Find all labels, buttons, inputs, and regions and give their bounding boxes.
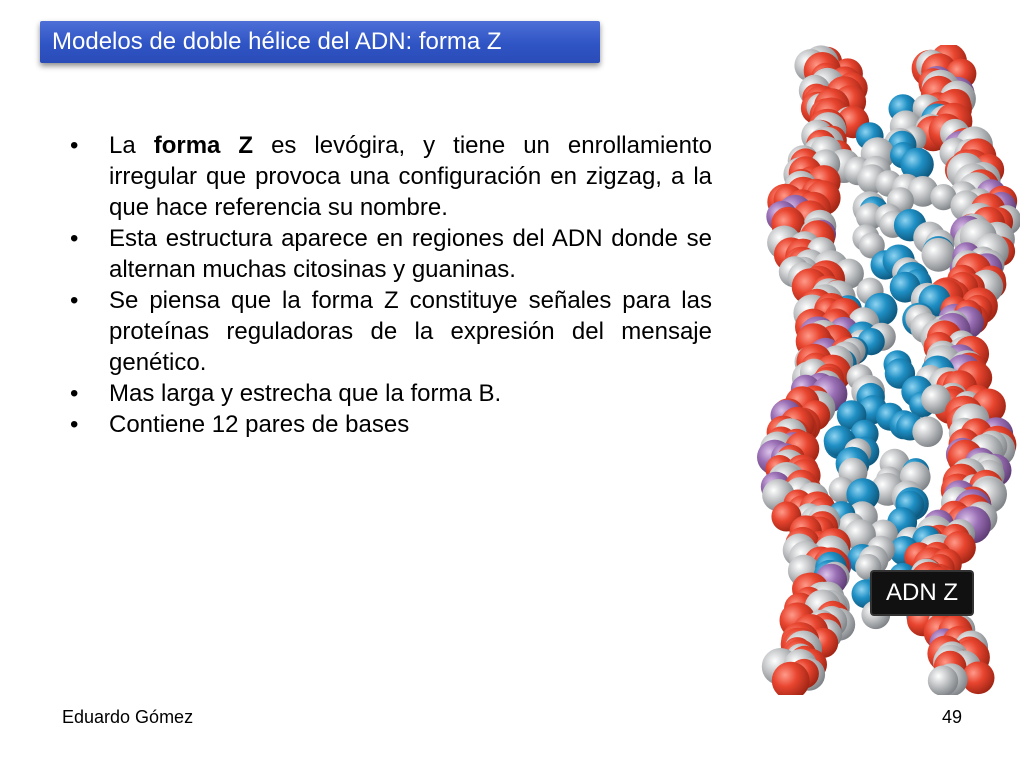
bullet-text: Mas larga y estrecha que la forma B. xyxy=(109,380,502,407)
carbon-atom xyxy=(912,416,943,447)
bullet-text-post: es levógira, y tiene un enrollamiento irregular que provoca una configuración en zigzag, a la que hace referencia su nombre. xyxy=(109,132,712,221)
bullet-item xyxy=(70,223,712,285)
bullet-item xyxy=(70,130,712,223)
bullet-text: Esta estructura aparece en regiones del ADN donde se alternan muchas citosinas y guaninas. xyxy=(109,225,712,283)
bullet-text: Contiene 12 pares de bases xyxy=(109,411,410,438)
slide-title-bar xyxy=(40,21,600,63)
bullet-icon: • xyxy=(70,287,79,314)
bullet-icon: • xyxy=(70,380,79,407)
slide-title: Modelos de doble hélice del ADN: forma Z xyxy=(52,28,502,55)
bullet-icon: • xyxy=(70,411,79,438)
bullet-icon: • xyxy=(70,225,79,252)
bullet-icon: • xyxy=(70,132,79,159)
bullet-item xyxy=(70,378,712,409)
bullet-text-pre: La xyxy=(109,132,154,159)
bullet-item xyxy=(70,285,712,378)
bullet-text: Se piensa que la forma Z constituye señales para las proteínas reguladoras de la expresión del mensaje genético. xyxy=(109,287,712,376)
carbon-atom xyxy=(928,666,958,696)
bullet-list xyxy=(70,130,712,440)
bullet-item xyxy=(70,409,712,440)
footer-author: Eduardo Gómez xyxy=(62,707,194,727)
dna-z-label: ADN Z xyxy=(872,572,972,614)
page-number: 49 xyxy=(941,707,962,727)
bullet-bold-term: forma Z xyxy=(153,132,254,159)
